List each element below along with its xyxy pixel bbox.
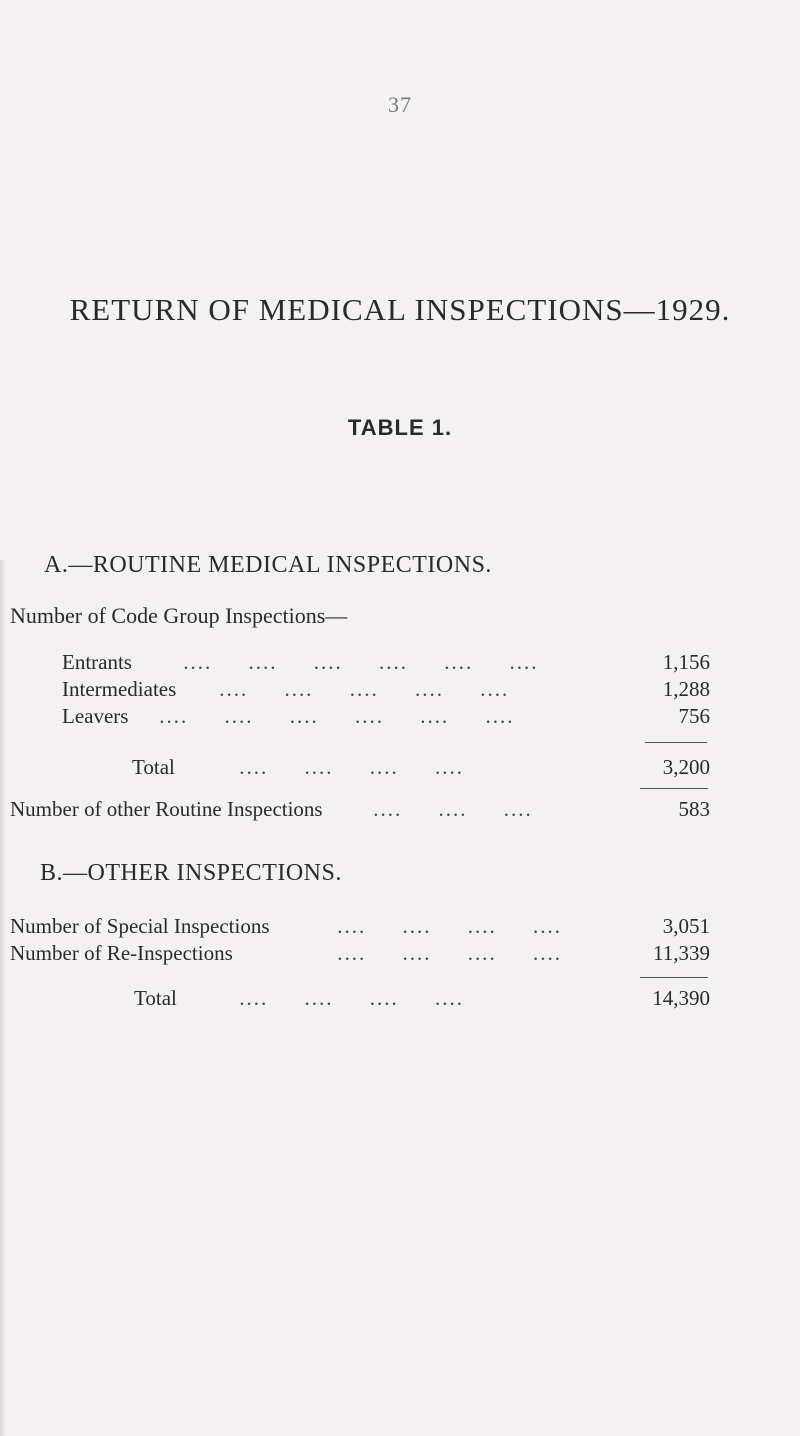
table-row <box>10 914 710 942</box>
row-value: 1,288 <box>662 677 710 701</box>
total-row <box>62 986 710 1014</box>
leader-dots: .... .... .... .... <box>337 914 562 938</box>
row-label: Number of Re-Inspections <box>10 941 233 965</box>
row-label: Number of other Routine Inspections <box>10 797 323 821</box>
section-b-heading: B.—OTHER INSPECTIONS. <box>40 860 342 886</box>
total-label: Total <box>132 755 175 779</box>
total-value: 3,200 <box>662 755 710 779</box>
table-row <box>62 704 710 732</box>
row-label: Number of Special Inspections <box>10 914 270 938</box>
row-value: 1,156 <box>662 650 710 674</box>
document-title: RETURN OF MEDICAL INSPECTIONS—1929. <box>69 292 731 327</box>
leader-dots: .... .... .... .... <box>239 755 464 779</box>
leader-dots: .... .... .... .... .... .... <box>183 650 539 674</box>
table-title: TABLE 1. <box>347 415 453 440</box>
leader-dots: .... .... .... <box>373 797 533 821</box>
subtotal-rule <box>645 742 707 743</box>
total-rule <box>640 788 708 789</box>
total-row <box>62 755 710 783</box>
row-value: 3,051 <box>662 914 710 938</box>
row-label: Entrants <box>62 650 132 674</box>
total-value: 14,390 <box>652 986 710 1010</box>
page-edge-shadow <box>0 560 6 1436</box>
table-row <box>62 650 710 678</box>
row-value: 756 <box>678 704 710 728</box>
total-label: Total <box>134 986 177 1010</box>
leader-dots: .... .... .... .... <box>337 941 562 965</box>
table-row <box>10 797 710 825</box>
row-value: 583 <box>678 797 710 821</box>
row-label: Intermediates <box>62 677 177 701</box>
leader-dots: .... .... .... .... .... <box>219 677 510 701</box>
page-number: 37 <box>388 92 412 117</box>
row-label: Leavers <box>62 704 129 728</box>
row-value: 11,339 <box>653 941 710 965</box>
leader-dots: .... .... .... .... .... .... <box>159 704 515 728</box>
group-heading: Number of Code Group Inspections— <box>10 603 348 628</box>
table-row <box>62 677 710 705</box>
table-row <box>10 941 710 969</box>
leader-dots: .... .... .... .... <box>239 986 464 1010</box>
subtotal-rule <box>640 977 708 978</box>
section-a-heading: A.—ROUTINE MEDICAL INSPECTIONS. <box>44 552 492 578</box>
